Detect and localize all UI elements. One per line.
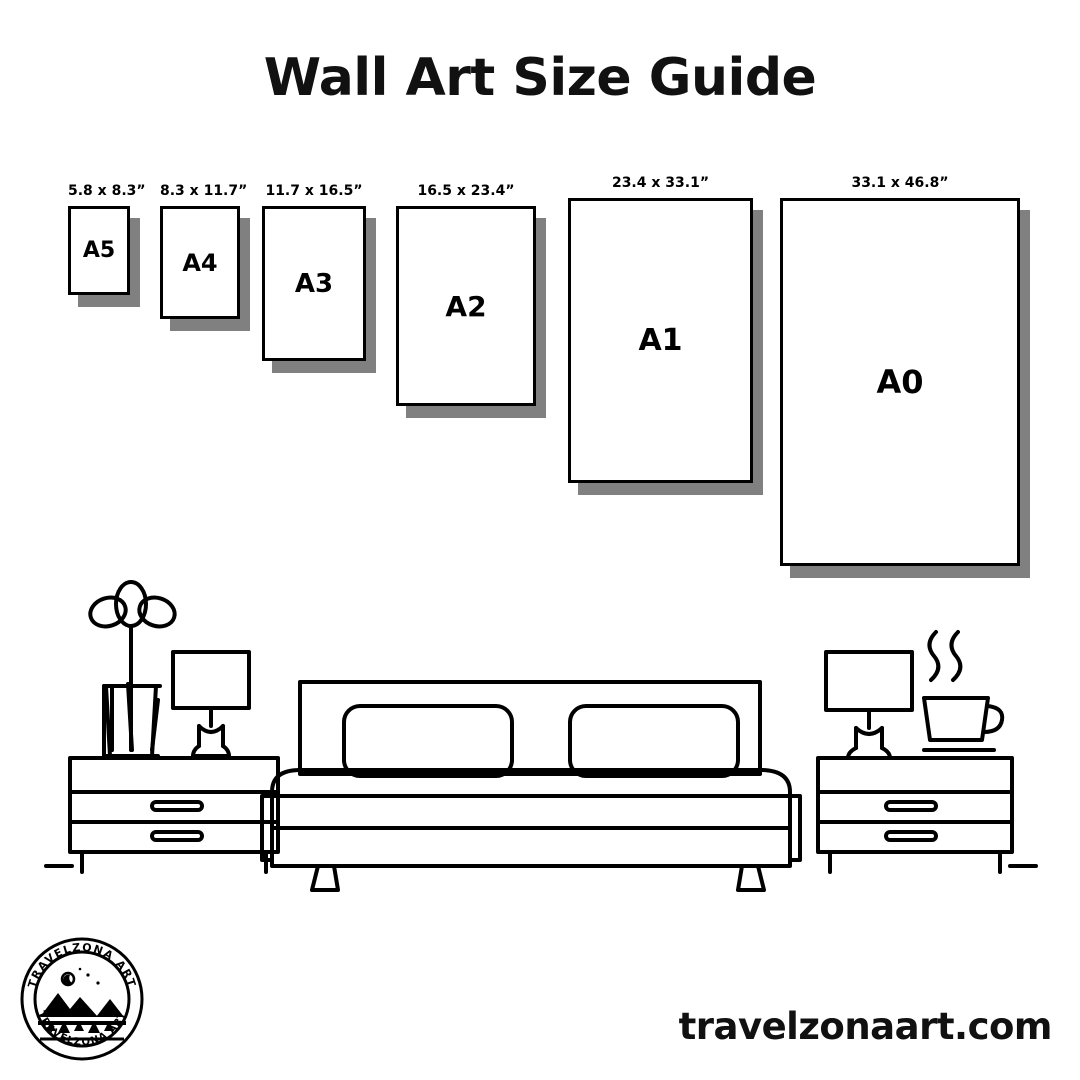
frame-label-a0: A0 <box>876 363 924 401</box>
frame-group-a3 <box>262 183 366 361</box>
frame-dimension-a2: 16.5 x 23.4” <box>417 183 515 199</box>
frame-dimension-a0: 33.1 x 46.8” <box>851 175 949 191</box>
travelzonaart-logo <box>18 935 146 1063</box>
frame-box-a0 <box>780 198 1020 566</box>
logo-graphic <box>18 935 146 1063</box>
frame-group-a4 <box>160 183 248 319</box>
frame-box-a1 <box>568 198 753 483</box>
frame-group-a2 <box>396 183 536 406</box>
table-lamp-right <box>826 652 912 758</box>
bedroom-scene <box>0 560 1080 920</box>
frame-group-a5 <box>68 183 146 295</box>
frame-box-a4 <box>160 206 240 319</box>
frame-box-a5 <box>68 206 130 295</box>
nightstand-right <box>818 758 1012 872</box>
frame-box-a3 <box>262 206 366 361</box>
logo-text-top: TRAVELZONA ART <box>25 940 139 990</box>
nightstand-left <box>70 758 278 872</box>
frame-box-a2 <box>396 206 536 406</box>
table-lamp-left <box>173 652 249 756</box>
frame-label-a1: A1 <box>638 323 683 358</box>
svg-text:TRAVELZONA ART <box>25 941 138 990</box>
frame-dimension-a5: 5.8 x 8.3” <box>68 183 146 199</box>
plant-vase <box>87 582 179 756</box>
website-url: travelzonaart.com <box>678 1005 1052 1048</box>
frame-dimension-a4: 8.3 x 11.7” <box>160 183 248 199</box>
frame-dimension-a3: 11.7 x 16.5” <box>265 183 363 199</box>
frame-label-a2: A2 <box>445 289 487 323</box>
coffee-cup <box>924 632 1002 750</box>
logo-text-bottom: TRAVELZONA ART <box>35 1009 129 1049</box>
page-title: Wall Art Size Guide <box>263 48 817 108</box>
bed <box>262 682 800 890</box>
frame-dimension-a1: 23.4 x 33.1” <box>611 175 710 191</box>
bedroom-illustration <box>0 560 1080 920</box>
frame-group-a1 <box>568 175 753 483</box>
frame-label-a3: A3 <box>294 268 334 299</box>
frame-label-a4: A4 <box>182 248 218 277</box>
frame-group-a0 <box>780 175 1020 566</box>
frame-label-a5: A5 <box>82 238 116 263</box>
